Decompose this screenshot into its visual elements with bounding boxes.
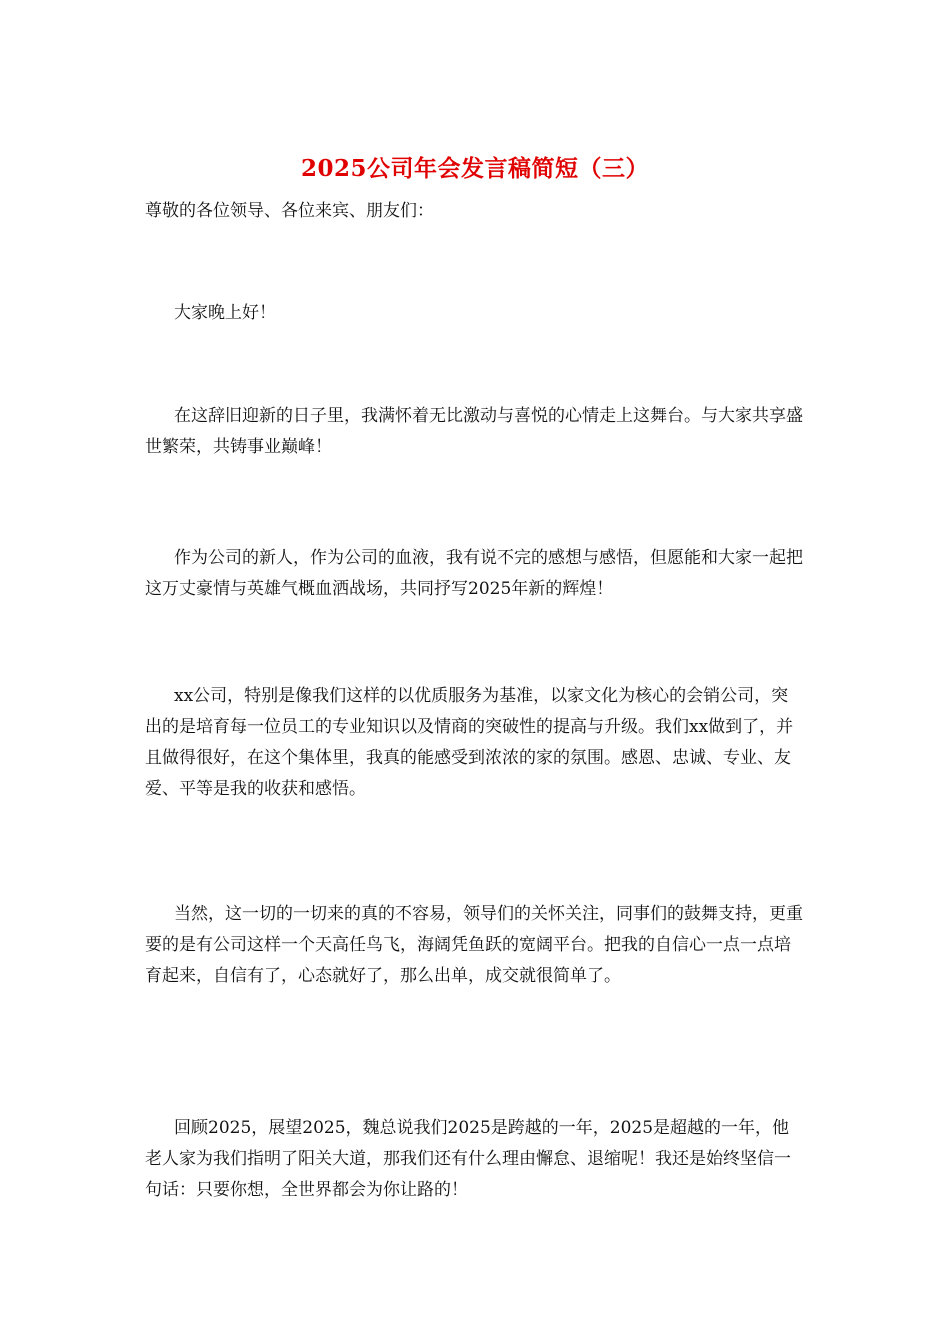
document-title: 2025公司年会发言稿简短（三） (300, 155, 649, 182)
paragraph-5: 当然，这一切的一切来的真的不容易，领导们的关怀关注，同事们的鼓舞支持，更重要的是有公司这样一个天高任鸟飞，海阔凭鱼跃的宽阔平台。把我的自信心一点一点培育起来，自信有了，心态就好了，那么出单，成交就很简单了。 (145, 904, 803, 986)
greeting-line: 尊敬的各位领导、各位来宾、朋友们： (145, 201, 434, 221)
paragraph-2: 在这辞旧迎新的日子里，我满怀着无比激动与喜悦的心情走上这舞台。与大家共享盛世繁荣，共铸事业巅峰！ (145, 406, 803, 457)
paragraph-6: 回顾2025，展望2025，魏总说我们2025是跨越的一年，2025是超越的一年，他老人家为我们指明了阳关大道，那我们还有什么理由懈怠、退缩呢！我还是始终坚信一句话：只要你想，全世界都会为你让路的！ (145, 1118, 791, 1200)
paragraph-1: 大家晚上好！ (174, 303, 276, 323)
paragraph-3: 作为公司的新人，作为公司的血液，我有说不完的感想与感悟，但愿能和大家一起把这万丈豪情与英雄气概血洒战场，共同抒写2025年新的辉煌！ (145, 548, 803, 599)
paragraph-4: xx公司，特别是像我们这样的以优质服务为基准，以家文化为核心的会销公司，突出的是培育每一位员工的专业知识以及情商的突破性的提高与升级。我们xx做到了，并且做得很好，在这个集体里，我真的能感受到浓浓的家的氛围。感恩、忠诚、专业、友爱、平等是我的收获和感悟。 (145, 686, 794, 799)
